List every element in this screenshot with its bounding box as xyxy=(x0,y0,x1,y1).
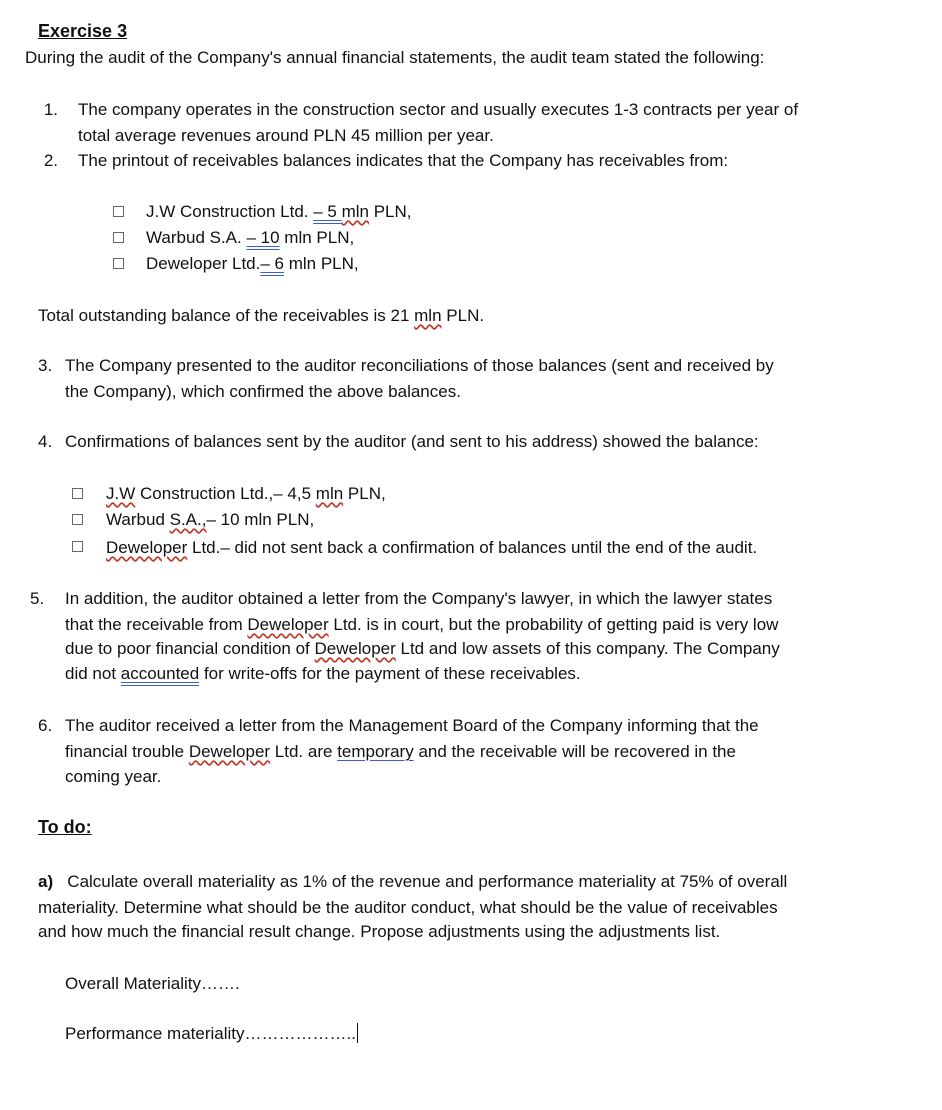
confirm-warbud: Warbud S.A.,– 10 mln PLN, xyxy=(106,510,315,529)
receivable-warbud: Warbud S.A. – 10 mln PLN, xyxy=(146,228,355,247)
item-1-line-1: The company operates in the construction sector and usually executes 1-3 contracts per year of xyxy=(78,100,799,119)
confirm-deweloper: Deweloper Ltd.– did not sent back a confirmation of balances until the end of the audit. xyxy=(106,538,758,557)
todo-heading: To do: xyxy=(38,817,92,837)
item-5-line-1: In addition, the auditor obtained a letter from the Company's lawyer, in which the lawyer states xyxy=(65,589,773,608)
task-a-line-3: and how much the financial result change. Propose adjustments using the adjustments list. xyxy=(38,922,721,941)
receivable-jw: J.W Construction Ltd. – 5 mln PLN, xyxy=(146,202,412,221)
checkbox-icon xyxy=(72,541,83,552)
performance-materiality-field[interactable]: Performance materiality……………….. xyxy=(65,1024,356,1043)
checkbox-icon xyxy=(113,206,124,217)
item-6-number: 6. xyxy=(38,716,53,735)
item-3-number: 3. xyxy=(38,356,53,375)
item-1-line-2: total average revenues around PLN 45 million per year. xyxy=(78,126,494,145)
task-a-line-2: materiality. Determine what should be the auditor conduct, what should be the value of receivables xyxy=(38,898,778,917)
intro-text: During the audit of the Company's annual financial statements, the audit team stated the following: xyxy=(25,48,765,67)
checkbox-icon xyxy=(72,488,83,499)
checkbox-icon xyxy=(113,232,124,243)
item-4-line-1: Confirmations of balances sent by the auditor (and sent to his address) showed the balance: xyxy=(65,432,759,451)
item-4-number: 4. xyxy=(38,432,53,451)
item-1-number: 1. xyxy=(43,100,58,119)
item-3-line-1: The Company presented to the auditor reconciliations of those balances (sent and received by xyxy=(65,356,774,375)
total-balance: Total outstanding balance of the receivables is 21 mln PLN. xyxy=(38,306,485,325)
overall-materiality-field[interactable]: Overall Materiality……. xyxy=(65,974,240,993)
exercise-title: Exercise 3 xyxy=(38,21,128,41)
item-5-line-4: did not accounted for write-offs for the payment of these receivables. xyxy=(65,664,581,683)
item-2-line-1: The printout of receivables balances indicates that the Company has receivables from: xyxy=(78,151,729,170)
checkbox-icon xyxy=(72,514,83,525)
item-5-line-3: due to poor financial condition of Deweloper Ltd and low assets of this company. The Company xyxy=(65,639,780,658)
item-5-number: 5. xyxy=(30,589,45,608)
item-3-line-2: the Company), which confirmed the above balances. xyxy=(65,382,461,401)
item-2-number: 2. xyxy=(43,151,58,170)
item-6-line-3: coming year. xyxy=(65,767,162,786)
item-6-line-1: The auditor received a letter from the Management Board of the Company informing that the xyxy=(65,716,759,735)
text-cursor xyxy=(357,1023,358,1043)
item-5-line-2: that the receivable from Deweloper Ltd. is in court, but the probability of getting paid is very low xyxy=(65,615,779,634)
item-6-line-2: financial trouble Deweloper Ltd. are temporary and the receivable will be recovered in the xyxy=(65,742,736,761)
receivable-deweloper: Deweloper Ltd.– 6 mln PLN, xyxy=(146,254,359,273)
confirm-jw: J.W Construction Ltd.,– 4,5 mln PLN, xyxy=(106,484,386,503)
task-a-line-1: a) Calculate overall materiality as 1% of the revenue and performance materiality at 75% of overall xyxy=(38,872,788,891)
checkbox-icon xyxy=(113,258,124,269)
